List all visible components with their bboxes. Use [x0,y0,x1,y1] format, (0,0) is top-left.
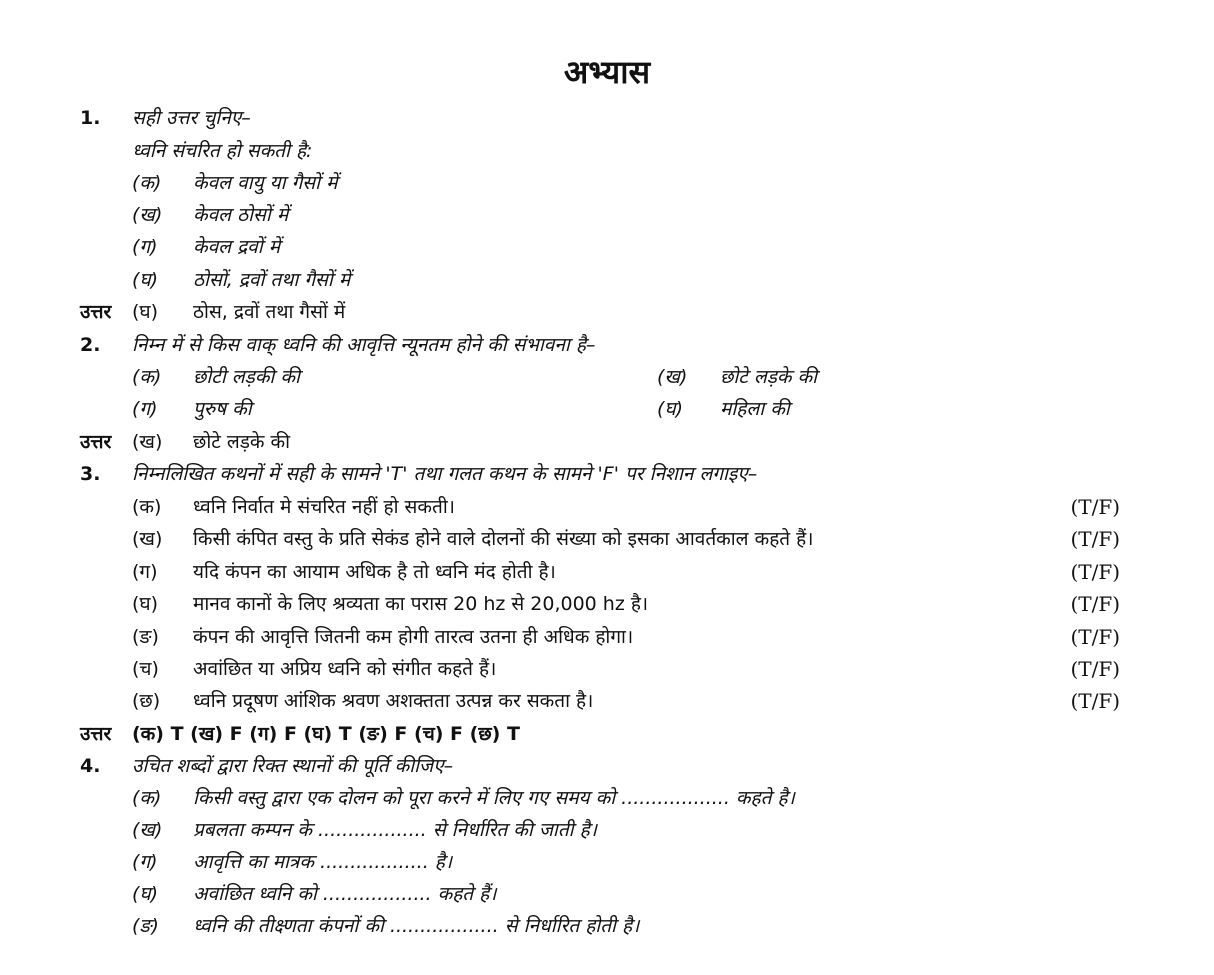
q3-statement [0,492,1214,522]
q1-header [0,103,1214,133]
statement-text: कंपन की आवृत्ति जितनी कम होगी तारत्व उतना ही अधिक होगा। [193,626,634,648]
option-text: महिला की [720,398,790,420]
q1-number: 1. [80,107,101,129]
option-text: छोटी लड़की की [193,366,300,388]
true-false-choice: (T/F) [1070,592,1120,616]
item-text: ध्वनि की तीक्ष्णता कंपनों की .................. से निर्धारित होती है। [193,915,640,937]
q1-option [0,265,1214,295]
q2-prompt: निम्न में से किस वाक् ध्वनि की आवृत्ति न्यूनतम होने की संभावना है– [132,334,596,356]
q2-number: 2. [80,334,101,356]
option-marker: (क) [132,172,162,194]
option-text: ठोसों, द्रवों तथा गैसों में [193,269,351,291]
q2-answer [0,427,1214,457]
statement-marker: (छ) [132,690,161,712]
option-marker: (ख) [132,204,163,226]
statement-text: ध्वनि प्रदूषण आंशिक श्रवण अशक्तता उत्पन्न कर सकता है। [193,690,594,712]
answer-marker: (ख) [132,431,163,453]
true-false-choice: (T/F) [1070,689,1120,713]
statement-text: ध्वनि निर्वात मे संचरित नहीं हो सकती। [193,496,455,518]
q3-statement [0,686,1214,716]
q1-answer [0,297,1214,327]
answer-label: उत्तर [80,431,112,453]
statement-marker: (च) [132,658,159,680]
statement-text: मानव कानों के लिए श्रव्यता का परास 20 hz से 20,000 hz है। [193,593,649,615]
true-false-choice: (T/F) [1070,527,1120,551]
statement-marker: (ख) [132,528,163,550]
option-marker: (घ) [132,269,159,291]
item-marker: (घ) [132,883,159,905]
q4-blank-item [0,879,1214,909]
true-false-choice: (T/F) [1070,657,1120,681]
statement-marker: (ग) [132,561,158,583]
q1-option [0,168,1214,198]
q3-statement [0,622,1214,652]
option-text: केवल ठोसों में [193,204,289,226]
item-text: आवृत्ति का मात्रक .................. है। [193,851,453,873]
item-marker: (क) [132,787,162,809]
option-marker: (क) [132,366,162,388]
true-false-choice: (T/F) [1070,495,1120,519]
answer-text: ठोस, द्रवों तथा गैसों में [193,301,346,323]
option-marker: (ग) [132,398,158,420]
q4-header [0,751,1214,781]
statement-text: किसी कंपित वस्तु के प्रति सेकंड होने वाले दोलनों की संख्या को इसका आवर्तकाल कहते हैं। [193,528,814,550]
q1-prompt: सही उत्तर चुनिए– [132,107,251,129]
q3-number: 3. [80,463,101,485]
q4-blank-item [0,911,1214,941]
option-marker: (ख) [657,366,688,388]
statement-text: यदि कंपन का आयाम अधिक है तो ध्वनि मंद होती है। [193,561,556,583]
answer-text: (क) T (ख) F (ग) F (घ) T (ङ) F (च) F (छ) T [132,723,520,745]
q3-statement [0,589,1214,619]
q2-option-row [0,362,1214,392]
q4-blank-item [0,783,1214,813]
q4-blank-item [0,815,1214,845]
item-marker: (ग) [132,851,158,873]
option-text: केवल वायु या गैसों में [193,172,338,194]
q2-header [0,330,1214,360]
q4-blank-item [0,847,1214,877]
true-false-choice: (T/F) [1070,560,1120,584]
statement-marker: (क) [132,496,162,518]
answer-marker: (घ) [132,301,159,323]
q3-header [0,459,1214,489]
q3-statement [0,557,1214,587]
q1-option [0,200,1214,230]
answer-label: उत्तर [80,301,112,323]
statement-text: अवांछित या अप्रिय ध्वनि को संगीत कहते हैं। [193,658,497,680]
option-marker: (ग) [132,236,158,258]
item-text: प्रबलता कम्पन के .................. से निर्धारित की जाती है। [193,819,597,841]
q1-option [0,232,1214,262]
q3-statement [0,524,1214,554]
item-marker: (ङ) [132,915,159,937]
answer-label: उत्तर [80,723,112,745]
page-title: अभ्यास [563,53,651,91]
true-false-choice: (T/F) [1070,625,1120,649]
q4-number: 4. [80,755,101,777]
item-text: अवांछित ध्वनि को .................. कहते हैं। [193,883,497,905]
option-text: केवल द्रवों में [193,236,281,258]
option-marker: (घ) [657,398,684,420]
statement-marker: (ङ) [132,626,159,648]
option-text: पुरुष की [193,398,252,420]
q3-prompt: निम्नलिखित कथनों में सही के सामने 'T' तथा गलत कथन के सामने 'F' पर निशान लगाइए– [132,463,758,485]
q1-stem: ध्वनि संचरित हो सकती है: [132,140,313,162]
q2-option-row [0,394,1214,424]
item-text: किसी वस्तु द्वारा एक दोलन को पूरा करने में लिए गए समय को .................. कहते है। [193,787,795,809]
answer-text: छोटे लड़के की [193,431,291,453]
q1-stem-row [0,136,1214,166]
q3-answer [0,719,1214,749]
item-marker: (ख) [132,819,163,841]
statement-marker: (घ) [132,593,159,615]
q3-statement [0,654,1214,684]
q4-prompt: उचित शब्दों द्वारा रिक्त स्थानों की पूर्ति कीजिए– [132,755,454,777]
option-text: छोटे लड़के की [720,366,818,388]
